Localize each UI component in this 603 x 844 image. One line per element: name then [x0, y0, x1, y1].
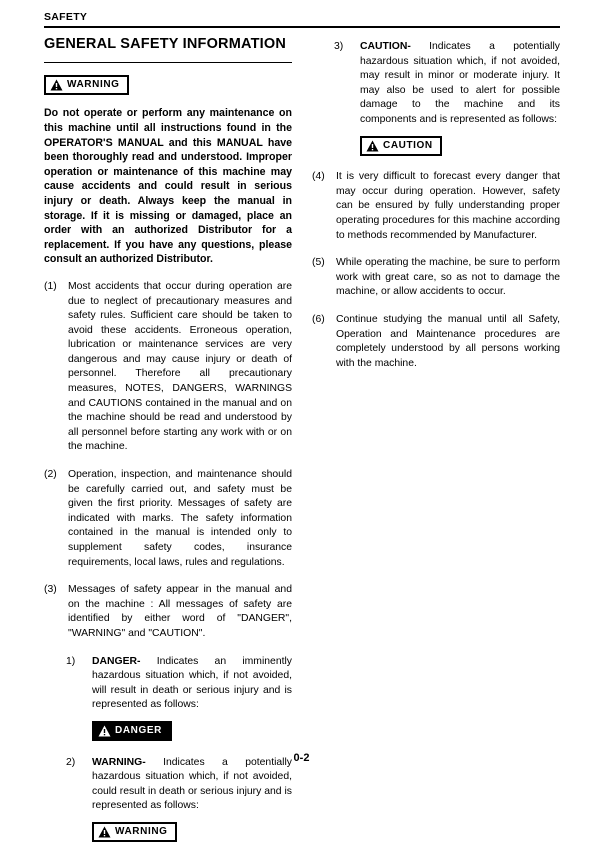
list-item-marker: (3)	[44, 584, 57, 596]
sub-list-item-lead: WARNING-	[92, 756, 146, 768]
right-numbered-list	[312, 170, 560, 371]
list-item-text: Continue studying the manual until all Safety, Operation and Maintenance procedures are completely understood by all persons working with the machine.	[336, 313, 560, 369]
danger-triangle-icon	[98, 725, 111, 737]
caution-badge	[360, 136, 442, 156]
left-numbered-list	[44, 280, 292, 642]
list-item-marker: (6)	[312, 313, 325, 325]
list-item	[312, 313, 560, 371]
caution-badge-row	[360, 136, 560, 158]
page-number: 0-2	[293, 752, 310, 764]
list-item	[312, 170, 560, 243]
warning-badge-bottom	[92, 822, 177, 842]
caution-triangle-icon	[366, 140, 379, 152]
sub-list-item-marker: 3)	[334, 41, 344, 52]
warning-badge-row	[92, 822, 292, 844]
sub-list-item-text: Indicates an imminently hazardous situation which, if not avoided, will result in death or serious injury and is represented as follows:	[92, 655, 292, 711]
list-item	[312, 256, 560, 300]
safety-intro-paragraph: Do not operate or perform any maintenance on this machine until all instructions found in the OPERATOR'S MANUAL and this MANUAL have been thoroughly read and understood. Improper operation or maintenance of this machine may cause accidents and could result in serious injury or death. Always keep the manual in storage. If it is missing or damaged, place an order with an authorized Distributor for a replacement. If you have any questions, please consult an authorized Distributor.	[44, 107, 292, 266]
sub-list-item-marker: 2)	[66, 756, 76, 768]
title-divider	[44, 62, 292, 63]
sub-list-item-lead: DANGER-	[92, 655, 141, 667]
header-divider	[44, 26, 560, 28]
list-item-marker: (1)	[44, 280, 57, 292]
danger-badge-label: DANGER	[115, 724, 162, 736]
danger-badge-row	[92, 721, 292, 743]
list-item-text: Most accidents that occur during operation are due to neglect of precautionary measures and safety rules. Sufficient care should be taken to avoid these accidents. Erroneous operation, lubrication or maintenance services are very dangerous and may cause injury or death of personnel. Therefore all precautionary measures, NOTES, DANGERS, WARNINGS and CAUTIONS contained in the manual and on the machine should be read and understood by all personnel before starting any work with or on the machine.	[68, 280, 292, 453]
warning-triangle-icon	[98, 826, 111, 838]
list-item-marker: (5)	[312, 257, 325, 269]
list-item-text: Operation, inspection, and maintenance should be carefully carried out, and safety must be given the first priority. Messages of safety are indicated with marks. The safety information contained in the manual is intended only to supplement safety codes, insurance requirements, local laws, rules and regulations.	[68, 469, 292, 568]
sub-list-item-caution	[334, 40, 560, 157]
page-header-label: SAFETY	[44, 11, 88, 23]
warning-badge-top	[44, 75, 129, 95]
warning-badge-label: WARNING	[115, 825, 168, 837]
list-item-text: It is very difficult to forecast every danger that may occur during operation. However, safety can be ensured by fully understanding proper operating procedures for this machine according to methods recommended by Manufacturer.	[336, 171, 560, 241]
sub-list-item-danger	[66, 655, 292, 743]
list-item-text: While operating the machine, be sure to perform work with great care, so as not to damage the machine, or allow accidents to occur.	[336, 257, 560, 298]
page-title: GENERAL SAFETY INFORMATION	[44, 36, 287, 52]
sub-list-item-text: Indicates a potentially hazardous situation which, if not avoided, could result in death or serious injury and is represented as follows:	[92, 756, 292, 812]
sub-list-item-warning	[66, 756, 292, 844]
sub-list-item-lead: CAUTION-	[360, 41, 411, 52]
list-item-marker: (2)	[44, 469, 57, 481]
list-item-text: Messages of safety appear in the manual and on the machine : All messages of safety are identified by either word of "DANGER", "WARNING" and "CAUTION".	[68, 584, 292, 639]
list-item-marker: (4)	[312, 171, 325, 183]
danger-badge	[92, 721, 172, 741]
warning-badge-label: WARNING	[67, 79, 120, 91]
warning-triangle-icon	[50, 79, 63, 91]
right-column	[312, 36, 560, 371]
list-item	[44, 280, 292, 455]
sub-list-item-text: Indicates a potentially hazardous situation which, if not avoided, may result in minor or moderate injury. It may also be used to alert for possible damage to the machine and its components and is represented as follows:	[360, 41, 560, 125]
left-column	[44, 36, 292, 844]
list-item	[44, 583, 292, 641]
caution-badge-label: CAUTION	[383, 139, 433, 151]
list-item	[44, 468, 292, 570]
sub-list-item-marker: 1)	[66, 655, 76, 667]
